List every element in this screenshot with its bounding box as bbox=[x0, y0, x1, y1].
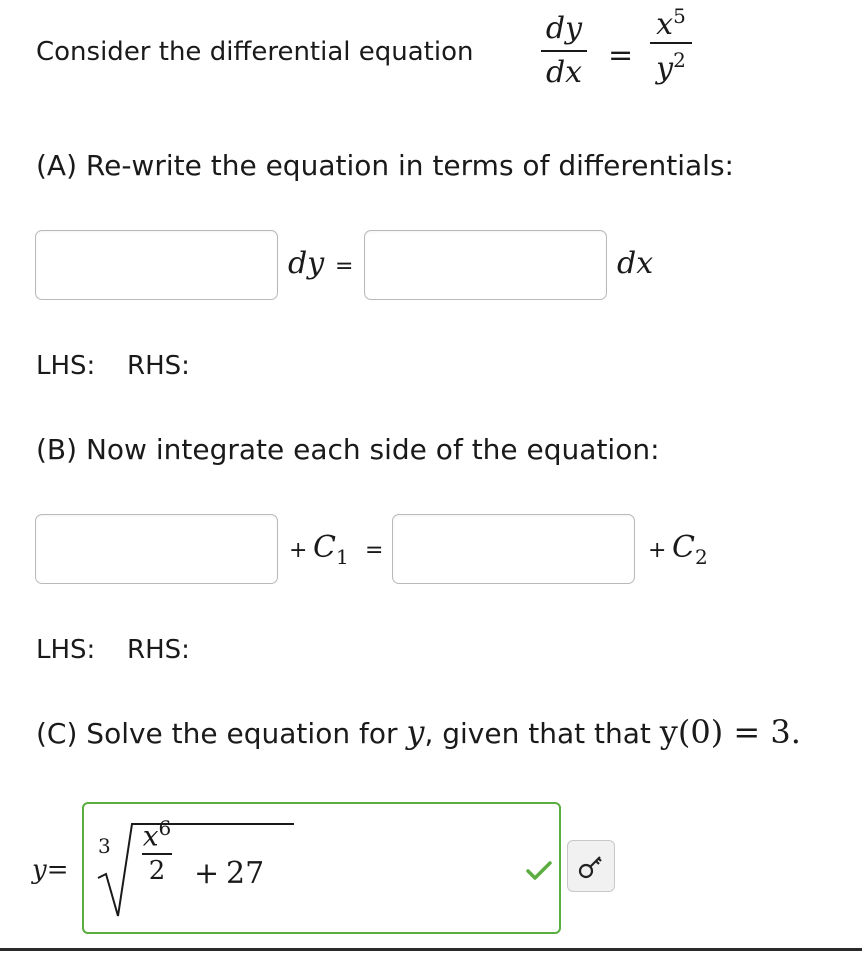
part-b-lhs-label: LHS: bbox=[36, 635, 96, 665]
c1-label: $C_1$ bbox=[313, 530, 349, 569]
intro-equals: = bbox=[608, 38, 634, 73]
initial-condition: y(0) = 3. bbox=[659, 713, 801, 751]
y-equals-label: y= bbox=[32, 855, 69, 885]
part-b-rhs-input[interactable] bbox=[392, 514, 635, 584]
part-b-rhs-label: RHS: bbox=[127, 635, 190, 665]
rhs-exponent: 5 bbox=[673, 4, 686, 28]
key-button[interactable] bbox=[567, 840, 615, 892]
part-b-lhs-input[interactable] bbox=[35, 514, 278, 584]
part-b-plus-1: + bbox=[289, 538, 308, 563]
part-a-prompt: (A) Re-write the equation in terms of differentials: bbox=[36, 149, 734, 182]
part-b-prompt: (B) Now integrate each side of the equation: bbox=[36, 433, 660, 466]
answer-constant: 27 bbox=[226, 856, 265, 891]
fraction-x5-y2 bbox=[650, 6, 692, 84]
fraction-numerator: dy bbox=[545, 11, 583, 46]
intro-text: Consider the differential equation bbox=[36, 37, 474, 67]
answer-fraction: $x^6$ 2 bbox=[142, 816, 172, 887]
rhs-den-exponent: 2 bbox=[673, 48, 686, 72]
dx-label: dx bbox=[617, 246, 654, 281]
c2-label: $C_2$ bbox=[672, 530, 708, 569]
part-a-lhs-label: LHS: bbox=[36, 351, 96, 381]
rhs-base: x bbox=[656, 7, 674, 42]
rhs-den-base: y bbox=[656, 51, 674, 86]
part-a-equals: = bbox=[335, 254, 354, 279]
checkmark-icon bbox=[526, 860, 552, 882]
key-icon bbox=[577, 852, 605, 880]
root-index: 3 bbox=[98, 834, 111, 858]
part-c-prompt: (C) Solve the equation for y, given that that y(0) = 3. bbox=[36, 713, 801, 751]
part-b-equals: = bbox=[365, 538, 384, 563]
answer-plus: + bbox=[194, 856, 220, 891]
part-c-answer-input[interactable] bbox=[82, 802, 561, 934]
fraction-dy-dx bbox=[541, 11, 587, 90]
part-a-lhs-input[interactable] bbox=[35, 230, 278, 300]
part-a-rhs-label: RHS: bbox=[127, 351, 190, 381]
dy-label: dy bbox=[288, 246, 325, 281]
part-b-plus-2: + bbox=[648, 538, 667, 563]
bottom-divider bbox=[0, 948, 862, 951]
part-a-rhs-input[interactable] bbox=[364, 230, 607, 300]
fraction-denominator: dx bbox=[545, 55, 583, 90]
